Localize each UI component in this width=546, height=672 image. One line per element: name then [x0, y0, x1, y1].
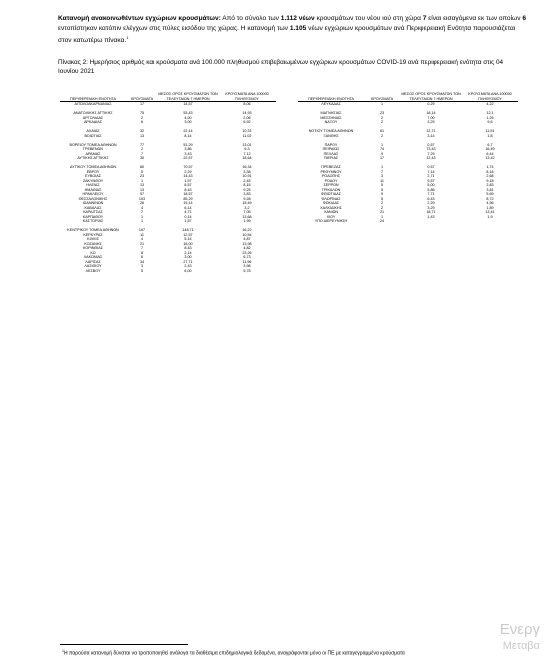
cell-unit: ΖΑΚΥΝΘΟΥ — [82, 178, 104, 183]
cell-cases: 4 — [140, 237, 144, 241]
cell-per100k: 3,83 — [243, 192, 251, 196]
cell-unit: ΒΟΡΕΙΟΥ ΤΟΜΕΑ ΑΘΗΝΩΝ — [69, 142, 117, 147]
cell-avg: 27,71 — [183, 259, 193, 264]
header-cases: ΚΡΟΥΣΜΑΤΑ — [126, 92, 158, 102]
cell-avg: 73,43 — [426, 147, 436, 151]
cell-unit: ΜΑΓΝΗΣΙΑΣ — [320, 111, 342, 115]
cell-per100k: 12,1 — [486, 111, 494, 115]
cell-cases: 17 — [379, 156, 385, 160]
cell-per100k: 4,87 — [243, 237, 251, 241]
cell-avg: 18,57 — [183, 192, 193, 196]
cell-per100k: 16,49 — [485, 147, 495, 151]
cell-per100k: 6,3 — [244, 147, 250, 151]
cell-cases: 1 — [380, 102, 384, 106]
cell-unit: ΛΑΣΙΘΙΟΥ — [84, 264, 102, 268]
cell-avg: 22,14 — [183, 129, 193, 133]
intro-bold-lead: Κατανομή ανακοινωθέντων εγχώριων κρουσμάτων: — [58, 15, 221, 22]
cell-cases: 21 — [139, 241, 145, 246]
cell-unit: ΚΙΛΚΙΣ — [87, 237, 99, 241]
cell-unit: ΛΑΡΙΣΑΣ — [85, 259, 101, 264]
cell-avg: 3,00 — [184, 120, 192, 124]
footnote-divider — [60, 644, 188, 645]
cell-per100k: 5,69 — [486, 192, 494, 196]
cell-per100k: 3,98 — [243, 264, 251, 268]
footnote-mark: 1 — [62, 649, 64, 653]
cell-cases: 2 — [380, 120, 384, 124]
cell-cases: 32 — [139, 129, 145, 133]
cell-per100k: 16,22 — [242, 228, 252, 232]
cell-avg: 14,57 — [183, 102, 193, 106]
cell-avg: 18,71 — [426, 210, 436, 214]
cell-unit: ΑΡΚΑΔΙΑΣ — [83, 120, 103, 124]
cell-unit: ΚΑΒΑΛΑΣ — [84, 205, 102, 210]
cell-per100k: 2,06 — [243, 115, 251, 120]
cell-cases: 6 — [140, 255, 144, 259]
cell-cases: 9 — [380, 151, 384, 156]
cell-unit: ΗΛΕΙΑΣ — [86, 183, 100, 187]
cell-cases: 1 — [380, 214, 384, 219]
cell-unit: ΡΟΔΟΠΗΣ — [321, 174, 341, 178]
cell-cases: 1 — [140, 219, 144, 223]
cell-unit: ΑΝΑΤΟΛΙΚΗΣ ΑΤΤΙΚΗΣ — [73, 111, 113, 115]
cell-avg: 6,00 — [184, 268, 192, 273]
cell-per100k: 1,8 — [487, 133, 493, 138]
cell-per100k: 1,9 — [487, 214, 493, 219]
cell-unit: ΑΧΑΪΑΣ — [86, 129, 100, 133]
cell-per100k: 1,74 — [486, 165, 494, 169]
cell-avg: 3,86 — [184, 147, 192, 151]
cell-unit: ΔΡΑΜΑΣ — [85, 151, 101, 156]
cell-per100k: 2,83 — [486, 183, 494, 187]
cell-cases: 9 — [380, 192, 384, 196]
intro-bold-checks: 6 — [522, 15, 527, 22]
header-unit: ΠΕΡΙΦΕΡΕΙΑΚΗ ΕΝΟΤΗΤΑ — [60, 92, 126, 102]
cell-per100k: 3,38 — [243, 169, 251, 174]
cell-cases: 5 — [380, 187, 384, 192]
cell-avg: 12,43 — [426, 156, 436, 160]
cell-cases: 7 — [140, 246, 144, 250]
cell-per100k: 9,18 — [486, 178, 494, 183]
cell-cases: 5 — [380, 183, 384, 187]
cell-per100k: 13,98 — [242, 241, 252, 246]
cell-avg: 0,29 — [427, 102, 435, 106]
cell-avg: 0,57 — [427, 142, 435, 147]
cell-cases: 5 — [140, 169, 144, 174]
cell-unit: ΔΥΤΙΚΟΥ ΤΟΜΕΑ ΑΘΗΝΩΝ — [69, 165, 117, 169]
cell-avg: 8,43 — [184, 246, 192, 250]
cell-unit: ΞΑΝΘΗΣ — [323, 133, 339, 138]
intro-text-2: κρουσμάτων του νέου ιού στη χώρα — [314, 15, 423, 22]
table-row — [60, 269, 276, 274]
watermark-line-2: Μεταβα — [502, 640, 540, 652]
cell-cases: 3 — [140, 264, 144, 268]
cell-per100k: 8,15 — [243, 183, 251, 187]
cell-cases: 13 — [139, 187, 145, 192]
intro-text-1: Από το σύνολο των — [220, 15, 281, 22]
cell-unit: ΠΑΡΟΥ — [324, 142, 338, 147]
cell-per100k: 13,41 — [485, 210, 495, 214]
cell-avg: 5,14 — [184, 237, 192, 241]
cell-cases: 77 — [139, 142, 145, 147]
intro-text-3: είναι εισαγόμενα εκ των οποίων — [426, 15, 523, 22]
table-caption: Πίνακας 2: Ημερήσιος αριθμός και κρούσματα ανά 100.000 πληθυσμού επιβεβαιωμένων εγχώριων κρουσμάτων COVID-19 ανά περιφερειακή ενότητα στις 04 Ιουνίου 2021 — [58, 59, 504, 76]
cell-per100k: 8,18 — [486, 169, 494, 174]
cell-per100k: 13,42 — [485, 156, 495, 160]
cell-avg: 0,57 — [427, 165, 435, 169]
intro-text-5: νέων εγχώριων κρουσμάτων ανά Περιφερειακή Ενότητα παρουσιάζεται στον κατωτέρω πίνακα. — [58, 24, 516, 45]
cell-per100k: 10,91 — [242, 174, 252, 178]
cell-unit: ΦΘΙΩΤΙΔΑΣ — [320, 192, 342, 196]
cell-unit: ΧΙΟΥ — [326, 214, 336, 219]
cell-unit: ΚΩ — [90, 250, 96, 255]
cell-per100k: 9,6 — [487, 120, 493, 124]
cell-unit: ΕΥΒΟΙΑΣ — [84, 174, 101, 178]
cell-avg: 1,43 — [427, 214, 435, 219]
cell-unit: ΚΑΣΤΟΡΙΑΣ — [82, 219, 104, 223]
cell-per100k: 6,44 — [486, 151, 494, 156]
cell-avg: 7,71 — [427, 192, 435, 196]
cell-avg: 2,29 — [427, 201, 435, 205]
table-header-row — [298, 92, 518, 102]
cell-avg: 22,57 — [183, 156, 193, 160]
footnote-text: Η παρούσα κατανομή δύναται να τροποποιηθεί ανάλογα τα διαθέσιμα επιδημιολογικά δεδομένα, αναγράφονται μόνο οι ΠΕ με καταγεγραμμένα κρούσματα — [63, 650, 405, 657]
cell-avg: 53,43 — [183, 111, 193, 115]
footnote — [62, 648, 405, 658]
cell-unit: ΛΕΣΒΟΥ — [85, 268, 101, 273]
cell-cases: 8 — [140, 250, 144, 255]
cell-per100k: 11,51 — [485, 129, 495, 133]
cell-cases: 24 — [379, 219, 385, 223]
cell-per100k: 13,68 — [242, 214, 252, 219]
cell-cases: 61 — [379, 129, 385, 133]
cell-unit: ΒΟΙΩΤΙΑΣ — [84, 133, 102, 138]
cell-unit: ΚΕΡΚΥΡΑΣ — [83, 232, 103, 237]
cell-per100k: 7,05 — [243, 210, 251, 214]
cell-avg: 4,00 — [184, 115, 192, 120]
intro-paragraph — [58, 14, 528, 46]
cell-unit: ΠΙΕΡΙΑΣ — [323, 156, 339, 160]
cell-unit: ΚΑΡΠΑΘΟΥ — [82, 214, 104, 219]
cell-per100k: 1,89 — [486, 205, 494, 210]
cell-unit: ΣΕΡΡΩΝ — [323, 183, 339, 187]
cell-avg: 5,86 — [427, 187, 435, 192]
cell-unit: ΤΡΙΚΑΛΩΝ — [321, 187, 341, 192]
cell-cases: 2 — [380, 115, 384, 120]
cell-cases: 34 — [139, 259, 145, 264]
cell-avg: 2,14 — [184, 250, 192, 255]
cell-per100k: 4,22 — [486, 102, 494, 106]
cell-cases: 23 — [139, 174, 145, 178]
cell-avg: 85,29 — [183, 196, 193, 201]
cell-cases: 13 — [139, 183, 145, 187]
cell-unit: ΚΑΡΔΙΤΣΑΣ — [83, 210, 103, 214]
cell-avg: 1,57 — [184, 178, 192, 183]
table-body-right — [298, 102, 518, 224]
cell-avg: 16,00 — [183, 241, 193, 246]
cell-avg: 3,00 — [184, 255, 192, 259]
cell-avg: 14,43 — [183, 174, 193, 178]
cell-per100k: 8,72 — [486, 196, 494, 201]
cell-per100k: 11,02 — [242, 133, 252, 138]
cell-cases: 74 — [379, 147, 385, 151]
cell-avg: 148,71 — [182, 228, 194, 232]
cell-cases: 2 — [140, 147, 144, 151]
cell-unit: ΠΡΕΒΕΖΑΣ — [321, 165, 341, 169]
cell-unit: ΔΥΤΙΚΗΣ ΑΤΤΙΚΗΣ — [77, 156, 109, 160]
cell-cases: 1 — [140, 214, 144, 219]
cell-unit: ΗΜΑΘΙΑΣ — [84, 187, 102, 192]
cell-avg: 1,57 — [184, 219, 192, 223]
table-row — [298, 219, 518, 224]
cell-unit: ΡΟΔΟΥ — [324, 178, 338, 183]
cell-per100k: 6,7 — [487, 142, 493, 147]
cell-unit: ΘΕΣΣΑΛΟΝΙΚΗΣ — [78, 196, 108, 201]
cell-cases: 2 — [380, 201, 384, 205]
cell-avg: 6,14 — [184, 205, 192, 210]
cell-per100k: 1,25 — [486, 115, 494, 120]
cell-per100k: 16,34 — [242, 165, 252, 169]
cell-avg: 7,14 — [427, 169, 435, 174]
cell-unit: ΓΡΕΒΕΝΩΝ — [83, 147, 103, 151]
cell-unit: ΠΕΛΛΑΣ — [323, 151, 339, 156]
cell-unit: ΝΟΤΙΟΥ ΤΟΜΕΑ ΑΘΗΝΩΝ — [308, 129, 354, 133]
cell-unit: ΥΠΟ ΔΙΕΡΕΥΝΗΣΗ — [314, 219, 348, 223]
cell-per100k: 8,06 — [243, 102, 251, 106]
cell-cases: 7 — [140, 151, 144, 156]
cell-per100k: 11,96 — [242, 259, 252, 264]
cell-unit: ΛΑΚΩΝΙΑΣ — [83, 255, 103, 259]
intro-bold-imported: 7 — [422, 15, 427, 22]
cell-cases: 26 — [139, 201, 145, 205]
cell-avg: 8,57 — [184, 183, 192, 187]
table-header-row — [60, 92, 276, 102]
cell-avg: 4,71 — [184, 210, 192, 214]
header-cases: ΚΡΟΥΣΜΑΤΑ — [364, 92, 400, 102]
cell-avg: 3,43 — [184, 151, 192, 156]
cell-avg: 70,57 — [183, 165, 193, 169]
cell-unit: ΠΕΙΡΑΙΩΣ — [322, 147, 340, 151]
cell-avg: 2,43 — [184, 264, 192, 268]
cell-avg: 8,14 — [184, 133, 192, 138]
cell-unit: ΧΑΝΙΩΝ — [323, 210, 339, 214]
cell-cases: 2 — [380, 205, 384, 210]
cell-avg: 12,57 — [183, 232, 193, 237]
cases-table-right — [298, 92, 518, 224]
cell-cases: 7 — [380, 169, 384, 174]
cell-cases: 5 — [140, 268, 144, 273]
cell-per100k: 10,31 — [242, 129, 252, 133]
cell-unit: ΦΩΚΙΔΑΣ — [322, 201, 340, 205]
watermark-line-1: Ενεργ — [499, 621, 540, 638]
cell-per100k: 10,54 — [242, 232, 252, 237]
cell-avg: 0,14 — [184, 214, 192, 219]
cell-avg: 3,29 — [427, 205, 435, 210]
cell-avg: 6,43 — [427, 196, 435, 201]
cell-per100k — [462, 219, 518, 224]
cell-unit: ΕΒΡΟΥ — [86, 169, 100, 174]
cell-avg: 3,14 — [427, 133, 435, 138]
cell-per100k: 9,28 — [243, 196, 251, 201]
cell-cases: 1 — [380, 165, 384, 169]
intro-bold-cases: 1.112 νέων — [280, 15, 315, 22]
cell-per100k: 3,2 — [244, 205, 250, 210]
cell-cases: 2 — [140, 115, 144, 120]
cases-table-left — [60, 92, 276, 273]
cell-unit: ΑΙΤΩΛΟΑΚΑΡΝΑΝΙΑΣ — [74, 102, 112, 106]
cell-unit: ΝΑΞΟΥ — [324, 120, 338, 124]
cell-per100k: 1,99 — [243, 219, 251, 223]
cell-per100k: 5,78 — [243, 268, 251, 273]
cell-per100k: 6,73 — [243, 255, 251, 259]
header-avg: ΜΕΣΟΣ ΟΡΟΣ ΚΡΟΥΣΜΑΤΩΝ ΤΩΝ ΤΕΛΕΥΤΑΙΩΝ 7 ΗΜΕΡΩΝ — [158, 92, 218, 101]
cell-avg: 2,71 — [427, 174, 435, 178]
cell-avg: 7,29 — [427, 151, 435, 156]
cell-avg: 18,14 — [426, 111, 436, 115]
cell-cases: 1 — [380, 142, 384, 147]
cell-avg: 8,43 — [184, 187, 192, 192]
cell-per100k: 18,64 — [242, 156, 252, 160]
header-per100k: ΚΡΟΥΣΜΑΤΑ ΑΝΑ 100000 ΠΛΗΘΥΣΜΟΥ — [218, 92, 276, 102]
cell-cases: 103 — [138, 196, 146, 201]
cell-cases: 2 — [380, 133, 384, 138]
intro-text-4: εντοπίστηκαν κατόπιν ελέγχων στις πύλες εισόδου της χώρας. Η κατανομή των — [58, 24, 290, 32]
intro-footnote-mark: 1 — [126, 35, 129, 41]
cell-cases: 5 — [380, 196, 384, 201]
cell-unit: ΦΛΩΡΙΝΑΣ — [321, 196, 341, 201]
cell-avg: 7,00 — [427, 115, 435, 120]
cell-unit: ΛΕΥΚΑΔΑΣ — [321, 102, 341, 106]
cell-cases: 11 — [380, 178, 384, 183]
cell-cases: 75 — [139, 111, 145, 115]
cell-per100k: 14,93 — [242, 111, 252, 115]
cell-unit: ΚΟΡΙΝΘΙΑΣ — [83, 246, 103, 250]
cell-per100k: 13,01 — [242, 142, 252, 147]
cell-cases: 30 — [139, 156, 145, 160]
cell-unit: ΚΟΖΑΝΗΣ — [84, 241, 102, 246]
cell-per100k: 3,81 — [486, 187, 494, 192]
cell-avg: 2,29 — [184, 169, 192, 174]
table-body-left — [60, 102, 276, 274]
cell-cases: 6 — [140, 120, 144, 124]
cell-cases: 3 — [380, 174, 384, 178]
cell-per100k: 4,96 — [486, 201, 494, 205]
cell-cases: 80 — [139, 165, 145, 169]
cell-avg — [400, 219, 462, 224]
cell-unit: ΡΕΘΥΜΝΟΥ — [320, 169, 342, 174]
cell-cases: 11 — [140, 232, 144, 237]
cell-cases: 17 — [139, 102, 145, 106]
cell-per100k: 9,25 — [243, 187, 251, 192]
cell-cases: 167 — [138, 228, 146, 232]
cell-cases: 13 — [139, 133, 145, 138]
header-avg: ΜΕΣΟΣ ΟΡΟΣ ΚΡΟΥΣΜΑΤΩΝ ΤΩΝ ΤΕΛΕΥΤΑΙΩΝ 7 ΗΜΕΡΩΝ — [401, 92, 461, 101]
cell-cases: 7 — [140, 210, 144, 214]
cell-per100k: 2,68 — [486, 174, 494, 178]
intro-bold-domestic: 1.105 — [289, 24, 307, 32]
cell-cases: 4 — [140, 205, 144, 210]
cell-cases: 23 — [379, 111, 385, 115]
cell-per100k: 6,92 — [243, 120, 251, 124]
cell-per100k: 7,12 — [243, 151, 251, 156]
cell-cases: 21 — [379, 210, 385, 214]
cell-avg: 15,14 — [183, 201, 193, 205]
cell-per100k: 4,82 — [243, 246, 251, 250]
header-unit: ΠΕΡΙΦΕΡΕΙΑΚΗ ΕΝΟΤΗΤΑ — [298, 92, 364, 102]
cell-cases: 1 — [140, 178, 144, 183]
cell-per100k: 15,49 — [242, 201, 252, 205]
cell-avg: 51,29 — [183, 142, 193, 147]
cell-cases: 57 — [139, 192, 145, 196]
cell-unit: ΗΡΑΚΛΕΙΟΥ — [82, 192, 104, 196]
cell-unit: ΑΡΓΟΛΙΔΑΣ — [82, 115, 104, 120]
cell-avg: 5,00 — [427, 183, 435, 187]
cell-unit: ΚΕΝΤΡΙΚΟΥ ΤΟΜΕΑ ΑΘΗΝΩΝ — [67, 228, 119, 232]
cell-unit: ΙΩΑΝΝΙΝΩΝ — [82, 201, 104, 205]
cell-unit: ΜΕΣΣΗΝΙΑΣ — [320, 115, 342, 120]
header-per100k: ΚΡΟΥΣΜΑΤΑ ΑΝΑ 100000 ΠΛΗΘΥΣΜΟΥ — [462, 92, 518, 102]
cell-per100k: 23,26 — [242, 250, 252, 255]
cell-unit: ΧΑΛΚΙΔΙΚΗΣ — [320, 205, 342, 210]
cell-avg: 12,71 — [426, 129, 436, 133]
cell-avg: 3,29 — [427, 120, 435, 124]
cell-per100k: 2,45 — [243, 178, 251, 183]
cell-avg: 9,57 — [427, 178, 435, 183]
